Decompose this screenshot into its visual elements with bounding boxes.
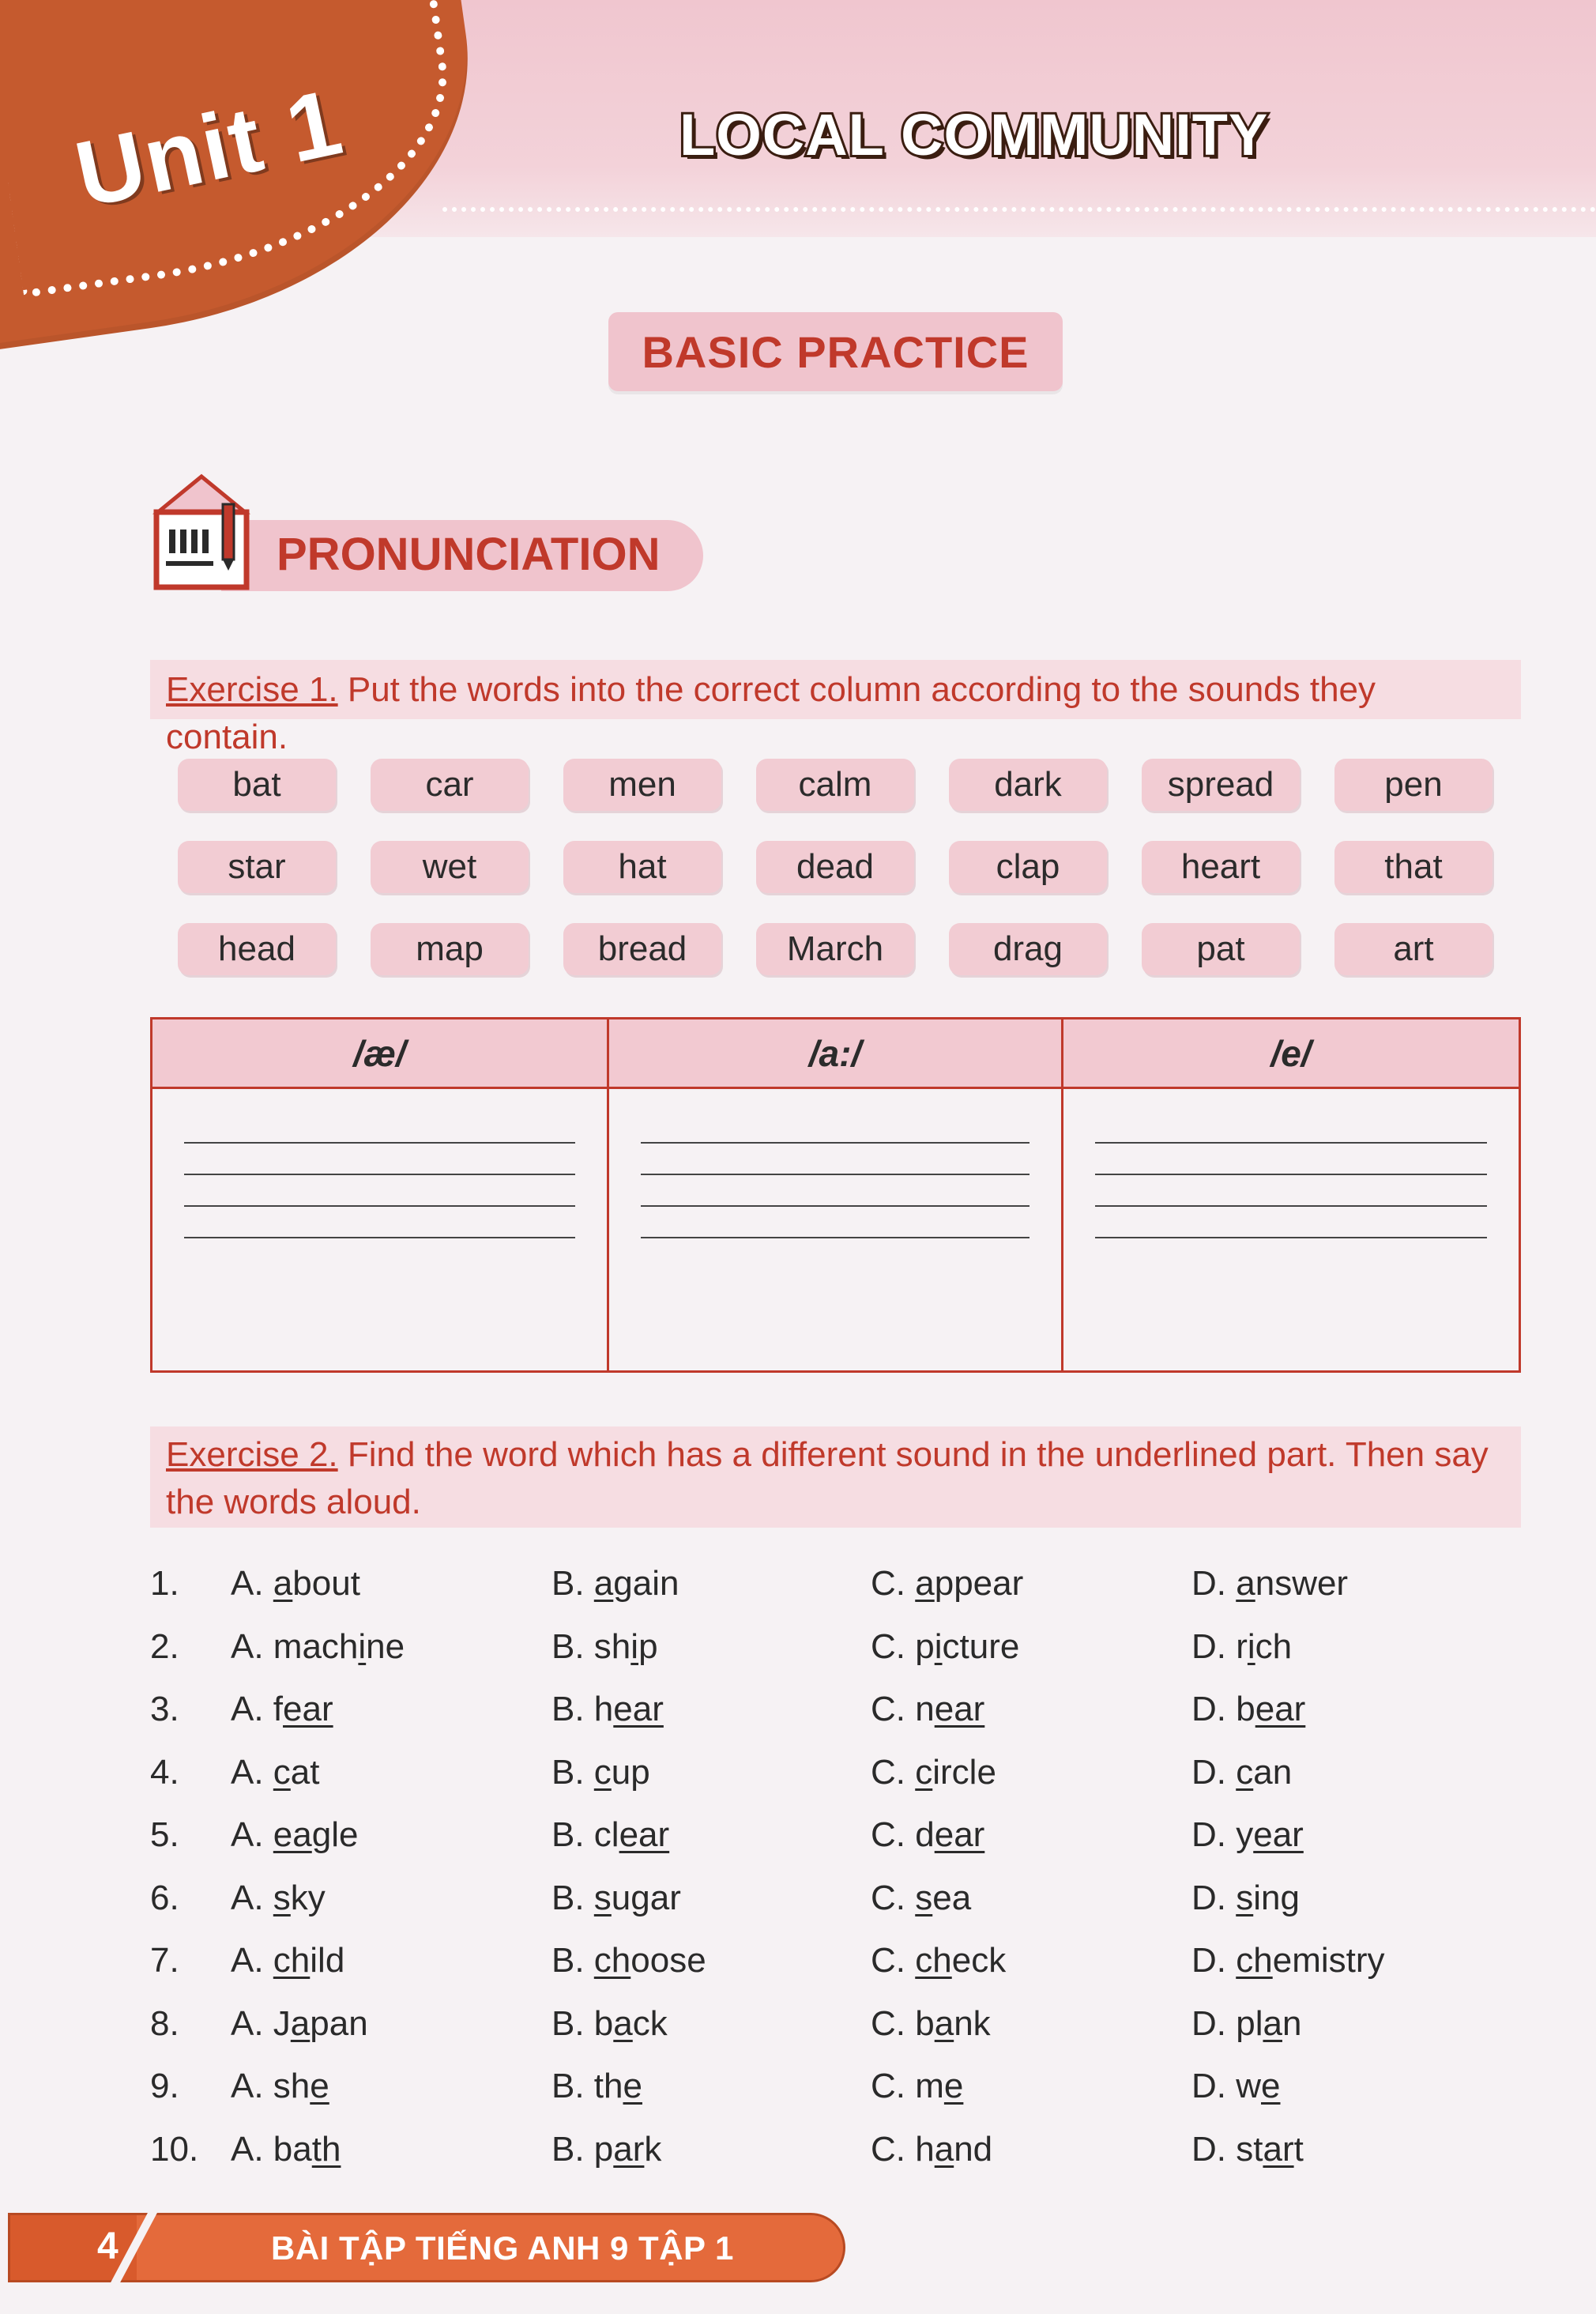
option-text-part: B.: [551, 1690, 594, 1728]
option-text-part: D.: [1191, 2129, 1237, 2169]
option-text-part: p: [638, 1626, 658, 1666]
option-text-part: d: [915, 1815, 935, 1854]
answer-option-b[interactable]: [551, 2063, 642, 2109]
header-dotted-line: [442, 207, 1596, 212]
underlined-part: c: [273, 1752, 291, 1792]
answer-option-b[interactable]: [551, 1938, 706, 1984]
footer-bar: [8, 2213, 845, 2282]
option-text-part: ing: [1253, 1878, 1300, 1917]
option-text-part: cture: [942, 1626, 1020, 1666]
option-text-part: D.: [1191, 1626, 1237, 1666]
answer-option-a[interactable]: [231, 2001, 368, 2047]
option-text-part: C.: [871, 2129, 916, 2169]
question-row: [150, 2063, 1521, 2127]
option-text-part: n: [915, 1690, 935, 1728]
exercise2-text: Find the word which has a different sound in the underlined part. Then say the words aloud.: [166, 1435, 1489, 1521]
underlined-part: a: [273, 1564, 293, 1603]
underlined-part: c: [915, 1752, 933, 1792]
underlined-part: a: [613, 2003, 633, 2043]
underlined-part: ar: [613, 2129, 645, 2169]
answer-option-a[interactable]: [231, 1875, 326, 1921]
exercise2-label: Exercise 2.: [166, 1435, 338, 1474]
option-text-part: r: [1236, 1626, 1248, 1666]
option-text-part: y: [1236, 1815, 1254, 1854]
option-text-part: ch: [1255, 1626, 1293, 1666]
answer-option-a[interactable]: [231, 1938, 344, 1984]
option-text-part: A.: [231, 2067, 273, 2105]
option-text-part: emistry: [1272, 1941, 1385, 1980]
word-chip: dead: [756, 841, 914, 893]
question-row: [150, 1875, 1521, 1939]
word-chip: art: [1334, 923, 1492, 975]
unit-label: Unit 1: [66, 70, 352, 228]
underlined-part: a: [934, 2003, 954, 2043]
word-chip: heart: [1142, 841, 1300, 893]
option-text-part: D.: [1191, 1564, 1237, 1603]
underlined-part: ear: [1253, 1815, 1304, 1854]
word-chip: wet: [371, 841, 529, 893]
exercise1-instruction: [150, 660, 1521, 756]
answer-option-d[interactable]: [1191, 2063, 1281, 2109]
underlined-part: a: [1263, 2003, 1282, 2043]
option-text-part: h: [915, 2129, 935, 2169]
option-text-part: A.: [231, 2003, 273, 2043]
question-row: [150, 1812, 1521, 1875]
option-text-part: D.: [1191, 1941, 1237, 1980]
option-text-part: A.: [231, 2129, 273, 2169]
answer-option-d[interactable]: [1191, 1812, 1304, 1858]
word-chip: calm: [756, 759, 914, 811]
answer-option-a[interactable]: [231, 1624, 405, 1670]
answer-option-d[interactable]: [1191, 1938, 1385, 1984]
answer-option-c[interactable]: [871, 1561, 1023, 1607]
answer-option-c[interactable]: [871, 1750, 996, 1796]
option-text-part: gle: [311, 1815, 359, 1854]
question-number: 8.: [150, 2003, 179, 2043]
option-text-part: sh: [273, 2067, 311, 2105]
option-text-part: B.: [551, 1941, 594, 1980]
question-number: 1.: [150, 1564, 179, 1603]
question-list: [150, 1561, 1521, 2189]
answer-option-c[interactable]: [871, 1687, 984, 1732]
option-text-part: b: [1236, 1690, 1255, 1728]
option-text-part: gain: [613, 1564, 679, 1603]
underlined-part: ear: [613, 1690, 664, 1728]
exercise1-label: Exercise 1.: [166, 670, 338, 709]
answer-option-a[interactable]: [231, 1750, 320, 1796]
option-text-part: f: [273, 1690, 284, 1728]
option-text-part: h: [593, 1690, 614, 1728]
option-text-part: B.: [551, 1564, 594, 1603]
option-text-part: n: [1282, 2003, 1302, 2043]
answer-option-d[interactable]: [1191, 1687, 1305, 1732]
option-text-part: ugar: [611, 1878, 681, 1917]
option-text-part: B.: [551, 2129, 594, 2169]
option-text-part: A.: [231, 1941, 273, 1980]
answer-blank-line[interactable]: [1095, 1174, 1487, 1175]
option-text-part: B.: [551, 1878, 594, 1917]
answer-blank-line[interactable]: [641, 1237, 1029, 1238]
word-chip: head: [178, 923, 336, 975]
option-text-part: pan: [310, 2003, 368, 2043]
option-text-part: th: [593, 2067, 623, 2105]
option-text-part: B.: [551, 1815, 594, 1854]
answer-option-d[interactable]: [1191, 1624, 1292, 1670]
question-number: 7.: [150, 1941, 179, 1980]
underlined-part: ch: [593, 1941, 631, 1980]
answer-option-b[interactable]: [551, 2001, 668, 2047]
option-text-part: eck: [951, 1941, 1007, 1980]
sound-column: [1063, 1019, 1519, 1370]
answer-option-c[interactable]: [871, 1875, 971, 1921]
answer-blank-line[interactable]: [1095, 1142, 1487, 1144]
underlined-part: a: [915, 1564, 935, 1603]
word-chip: spread: [1142, 759, 1300, 811]
answer-option-a[interactable]: [231, 2127, 341, 2173]
underlined-part: a: [290, 2003, 311, 2043]
option-text-part: st: [1236, 2129, 1263, 2169]
answer-blank-line[interactable]: [641, 1142, 1029, 1144]
answer-option-b[interactable]: [551, 1812, 669, 1858]
option-text-part: an: [1253, 1752, 1293, 1792]
question-number: 6.: [150, 1878, 179, 1917]
option-text-part: ne: [366, 1626, 405, 1666]
sound-column: [609, 1019, 1063, 1370]
exercise2-instruction: [150, 1426, 1521, 1528]
option-text-part: p: [915, 1626, 935, 1666]
option-text-part: C.: [871, 1878, 916, 1917]
option-text-part: cl: [593, 1815, 619, 1854]
option-text-part: ild: [310, 1941, 345, 1980]
option-text-part: A.: [231, 1752, 273, 1792]
underlined-part: ch: [273, 1941, 311, 1980]
option-text-part: D.: [1191, 2003, 1237, 2043]
option-text-part: p: [593, 2129, 614, 2169]
option-text-part: ppear: [934, 1564, 1024, 1603]
question-row: [150, 1624, 1521, 1687]
underlined-part: c: [1236, 1752, 1254, 1792]
word-chip: drag: [949, 923, 1107, 975]
underlined-part: ear: [1255, 1690, 1306, 1728]
option-text-part: w: [1236, 2067, 1262, 2105]
answer-option-c[interactable]: [871, 1938, 1006, 1984]
option-text-part: D.: [1191, 1878, 1237, 1917]
option-text-part: nd: [954, 2129, 993, 2169]
answer-option-d[interactable]: [1191, 1750, 1292, 1796]
option-text-part: B.: [551, 2003, 594, 2043]
question-row: [150, 1687, 1521, 1750]
answer-option-c[interactable]: [871, 2063, 963, 2109]
underlined-part: s: [593, 1878, 612, 1917]
book-pencil-icon: [150, 473, 253, 591]
answer-blank-line[interactable]: [641, 1174, 1029, 1175]
word-chip: dark: [949, 759, 1107, 811]
option-text-part: A.: [231, 1878, 273, 1917]
page-title: LOCAL COMMUNITY: [679, 102, 1269, 168]
question-row: [150, 1750, 1521, 1813]
answer-blank-line[interactable]: [1095, 1205, 1487, 1207]
exercise1-text: Put the words into the correct column according to the sounds they contain.: [166, 670, 1376, 756]
word-chip: map: [371, 923, 529, 975]
option-text-part: A.: [231, 1815, 273, 1854]
answer-option-b[interactable]: [551, 2127, 661, 2173]
answer-option-b[interactable]: [551, 1561, 679, 1607]
option-text-part: bout: [292, 1564, 360, 1603]
word-chip: pen: [1334, 759, 1492, 811]
answer-blank-line[interactable]: [1095, 1237, 1487, 1238]
sound-column-header: /æ/: [152, 1019, 607, 1089]
underlined-part: i: [934, 1626, 943, 1666]
underlined-part: i: [630, 1626, 639, 1666]
option-text-part: ky: [290, 1878, 326, 1917]
option-text-part: pl: [1236, 2003, 1263, 2043]
answer-option-c[interactable]: [871, 1624, 1019, 1670]
option-text-part: C.: [871, 2003, 916, 2043]
underlined-part: s: [273, 1878, 291, 1917]
option-text-part: mach: [273, 1626, 359, 1666]
pronunciation-heading: [150, 473, 711, 591]
word-chip-grid: [178, 759, 1497, 975]
answer-option-c[interactable]: [871, 2127, 992, 2173]
option-text-part: D.: [1191, 1690, 1237, 1728]
underlined-part: ea: [273, 1815, 312, 1854]
answer-option-a[interactable]: [231, 1812, 358, 1858]
option-text-part: b: [915, 2003, 935, 2043]
underlined-part: i: [358, 1626, 367, 1666]
option-text-part: D.: [1191, 1815, 1237, 1854]
question-number: 5.: [150, 1815, 179, 1854]
answer-blank-line[interactable]: [184, 1237, 575, 1238]
word-chip: bread: [563, 923, 721, 975]
sound-table: [150, 1017, 1521, 1373]
option-text-part: C.: [871, 1626, 916, 1666]
option-text-part: b: [593, 2003, 614, 2043]
basic-practice-badge: BASIC PRACTICE: [608, 312, 1063, 391]
option-text-part: B.: [551, 1752, 594, 1792]
option-text-part: C.: [871, 1690, 916, 1728]
option-text-part: t: [1293, 2129, 1304, 2169]
question-row: [150, 2001, 1521, 2064]
question-row: [150, 1938, 1521, 2001]
question-number: 2.: [150, 1626, 179, 1666]
question-number: 10.: [150, 2129, 199, 2169]
option-text-part: ba: [273, 2129, 312, 2169]
underlined-part: a: [593, 1564, 614, 1603]
question-number: 4.: [150, 1752, 179, 1792]
underlined-part: i: [1247, 1626, 1255, 1666]
answer-option-a[interactable]: [231, 2063, 329, 2109]
word-chip: clap: [949, 841, 1107, 893]
answer-option-c[interactable]: [871, 1812, 984, 1858]
option-text-part: at: [290, 1752, 320, 1792]
option-text-part: A.: [231, 1626, 273, 1666]
option-text-part: nswer: [1255, 1564, 1349, 1603]
option-text-part: J: [273, 2003, 291, 2043]
option-text-part: B.: [551, 2067, 594, 2105]
answer-option-a[interactable]: [231, 1561, 360, 1607]
answer-option-b[interactable]: [551, 1687, 664, 1732]
answer-blank-line[interactable]: [184, 1174, 575, 1175]
underlined-part: e: [623, 2067, 642, 2105]
word-chip: car: [371, 759, 529, 811]
answer-blank-line[interactable]: [641, 1205, 1029, 1207]
underlined-part: ear: [934, 1815, 985, 1854]
underlined-part: s: [915, 1878, 933, 1917]
underlined-part: e: [1261, 2067, 1281, 2105]
underlined-part: s: [1236, 1878, 1254, 1917]
answer-option-b[interactable]: [551, 1875, 681, 1921]
answer-option-a[interactable]: [231, 1687, 333, 1732]
option-text-part: ea: [932, 1878, 972, 1917]
option-text-part: nk: [954, 2003, 991, 2043]
word-chip: men: [563, 759, 721, 811]
question-number: 9.: [150, 2067, 179, 2105]
option-text-part: A.: [231, 1564, 273, 1603]
underlined-part: a: [1236, 1564, 1255, 1603]
underlined-part: ear: [283, 1690, 333, 1728]
option-text-part: sh: [593, 1626, 631, 1666]
option-text-part: B.: [551, 1626, 594, 1666]
underlined-part: ear: [619, 1815, 670, 1854]
option-text-part: k: [644, 2129, 662, 2169]
underlined-part: e: [943, 2067, 964, 2105]
option-text-part: m: [915, 2067, 944, 2105]
question-row: [150, 1561, 1521, 1624]
page-number: 4: [97, 2225, 119, 2267]
sound-column-header: /a:/: [609, 1019, 1061, 1089]
word-chip: pat: [1142, 923, 1300, 975]
underlined-part: ch: [1236, 1941, 1273, 1980]
question-row: [150, 2127, 1521, 2190]
pronunciation-label: PRONUNCIATION: [277, 529, 661, 580]
option-text-part: oose: [630, 1941, 706, 1980]
underlined-part: e: [310, 2067, 329, 2105]
word-chip: March: [756, 923, 914, 975]
sound-column: [152, 1019, 609, 1370]
underlined-part: ar: [1263, 2129, 1294, 2169]
option-text-part: C.: [871, 1941, 916, 1980]
option-text-part: A.: [231, 1690, 273, 1728]
underlined-part: a: [934, 2129, 954, 2169]
underlined-part: c: [593, 1752, 612, 1792]
answer-option-d[interactable]: [1191, 2127, 1304, 2173]
question-number: 3.: [150, 1690, 179, 1728]
word-chip: bat: [178, 759, 336, 811]
underlined-part: ear: [934, 1690, 985, 1728]
answer-option-d[interactable]: [1191, 1561, 1348, 1607]
answer-option-d[interactable]: [1191, 2001, 1301, 2047]
option-text-part: D.: [1191, 2067, 1237, 2105]
option-text-part: ircle: [932, 1752, 996, 1792]
book-title: BÀI TẬP TIẾNG ANH 9 TẬP 1: [271, 2229, 734, 2267]
answer-option-c[interactable]: [871, 2001, 991, 2047]
word-chip: star: [178, 841, 336, 893]
option-text-part: C.: [871, 1815, 916, 1854]
answer-blank-line[interactable]: [184, 1205, 575, 1207]
option-text-part: ck: [632, 2003, 668, 2043]
option-text-part: D.: [1191, 1752, 1237, 1792]
underlined-part: th: [311, 2129, 341, 2169]
answer-option-b[interactable]: [551, 1624, 658, 1670]
answer-option-b[interactable]: [551, 1750, 650, 1796]
word-chip: hat: [563, 841, 721, 893]
answer-option-d[interactable]: [1191, 1875, 1300, 1921]
option-text-part: C.: [871, 2067, 916, 2105]
option-text-part: C.: [871, 1564, 916, 1603]
answer-blank-line[interactable]: [184, 1142, 575, 1144]
word-chip: that: [1334, 841, 1492, 893]
option-text-part: C.: [871, 1752, 916, 1792]
option-text-part: up: [611, 1752, 650, 1792]
underlined-part: ch: [915, 1941, 952, 1980]
sound-column-header: /e/: [1063, 1019, 1519, 1089]
